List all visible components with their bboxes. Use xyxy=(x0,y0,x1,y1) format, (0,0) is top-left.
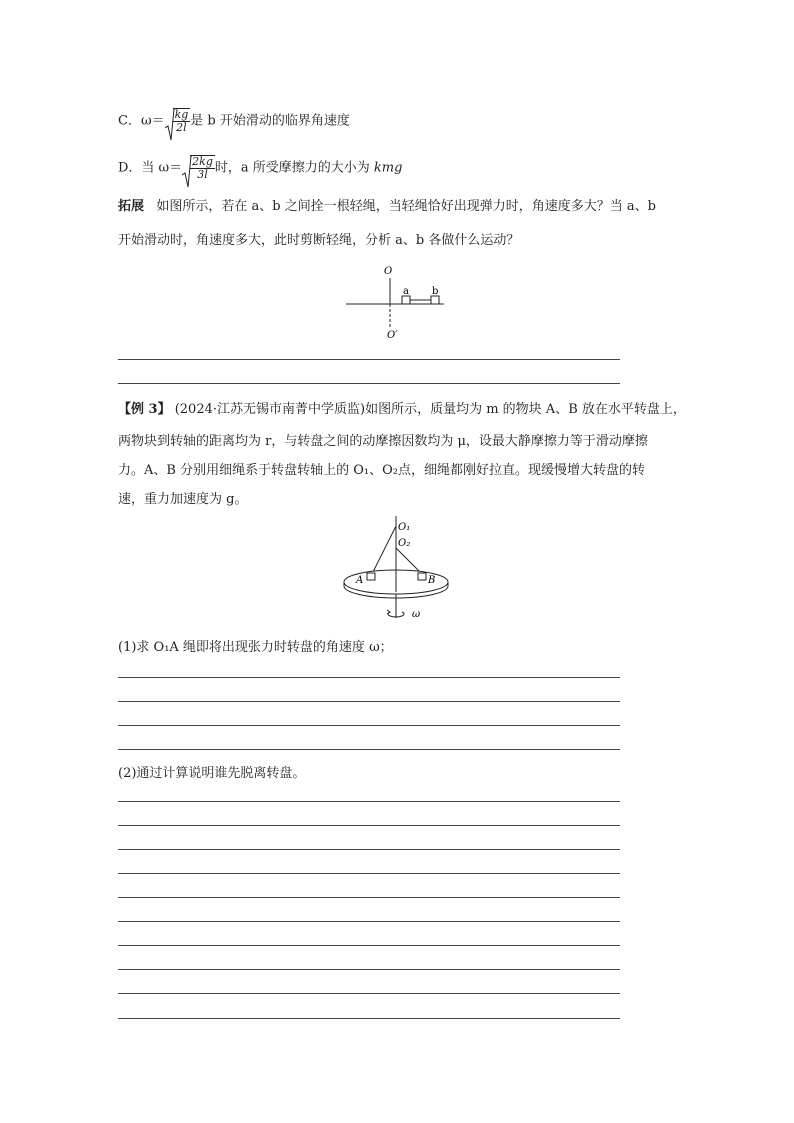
frac-numerator: 2kg xyxy=(192,155,213,168)
radical-sign-icon xyxy=(165,108,175,142)
option-d-text: 时，a 所受摩擦力的大小为 xyxy=(214,160,374,176)
answer-line xyxy=(118,921,620,922)
extension-heading: 拓展 xyxy=(118,199,145,214)
radical-sign-icon xyxy=(182,155,192,189)
arrowhead-icon xyxy=(387,610,390,614)
option-d-tail: kmg xyxy=(373,160,403,176)
option-c-label: C．ω＝ xyxy=(118,113,165,129)
example3-line-1 xyxy=(118,402,686,418)
frac-numerator: kg xyxy=(174,108,189,121)
example3-line-4: 速，重力加速度为 g。 xyxy=(118,492,248,507)
answer-line xyxy=(118,969,620,970)
example3-line-3: 力。A、B 分别用细绳系于转盘转轴上的 O₁、O₂点，细绳都刚好拉直。现缓慢增大转盘的转 xyxy=(118,463,645,478)
answer-line xyxy=(118,873,620,874)
extension-text-1: 如图所示，若在 a、b 之间拴一根轻绳，当轻绳恰好出现弹力时，角速度多大？当 a、b xyxy=(156,199,656,214)
figure-turntable-rod xyxy=(340,262,460,342)
figure1-label-b: b xyxy=(432,286,439,297)
block-a xyxy=(402,296,410,304)
frac-denominator: 2l xyxy=(176,121,187,134)
example3-line-2: 两物块到转轴的距离均为 r，与转盘之间的动摩擦因数均为 μ，设最大静摩擦力等于滑动摩擦 xyxy=(118,434,648,449)
option-d-label: D．当 ω＝ xyxy=(118,160,183,176)
option-c-text: 是 b 开始滑动的临界角速度 xyxy=(190,113,350,129)
figure1-label-o: O xyxy=(384,266,393,277)
figure-turntable-with-strings xyxy=(340,512,456,626)
answer-line xyxy=(118,383,620,384)
extension-line-1 xyxy=(118,199,656,215)
answer-line xyxy=(118,993,620,994)
option-d xyxy=(118,155,402,181)
block-B xyxy=(418,573,426,580)
figure2-label-o2: O₂ xyxy=(398,538,411,549)
answer-line xyxy=(118,677,620,678)
answer-line xyxy=(118,897,620,898)
question-2: (2)通过计算说明谁先脱离转盘。 xyxy=(118,766,306,781)
answer-line xyxy=(118,849,620,850)
figure1-label-a: a xyxy=(403,286,409,297)
figure1-label-o-prime: O′ xyxy=(387,330,398,341)
answer-line xyxy=(118,701,620,702)
answer-line xyxy=(118,801,620,802)
example3-text-1: (2024·江苏无锡市南菁中学质监)如图所示，质量均为 m 的物块 A、B 放在水平转盘上， xyxy=(174,402,686,417)
answer-line xyxy=(118,945,620,946)
figure2-label-o1: O₁ xyxy=(398,522,411,533)
figure2-label-b: B xyxy=(428,575,436,586)
figure2-label-omega: ω xyxy=(412,609,421,620)
block-b xyxy=(431,296,439,304)
answer-line xyxy=(118,825,620,826)
string-o1-a xyxy=(372,526,396,574)
answer-line xyxy=(118,1018,620,1019)
frac-denominator: 3l xyxy=(197,168,208,181)
sqrt-expression xyxy=(165,108,191,134)
sqrt-expression xyxy=(182,155,215,181)
answer-line xyxy=(118,359,620,360)
answer-line xyxy=(118,725,620,726)
example3-tag: 【例 3】 xyxy=(118,402,171,417)
figure2-label-a: A xyxy=(356,575,364,586)
option-c xyxy=(118,108,350,134)
extension-line-2: 开始滑动时，角速度多大，此时剪断轻绳，分析 a、b 各做什么运动？ xyxy=(118,233,520,248)
question-1: (1)求 O₁A 绳即将出现张力时转盘的角速度 ω； xyxy=(118,640,393,655)
block-A xyxy=(367,573,375,580)
answer-line xyxy=(118,749,620,750)
